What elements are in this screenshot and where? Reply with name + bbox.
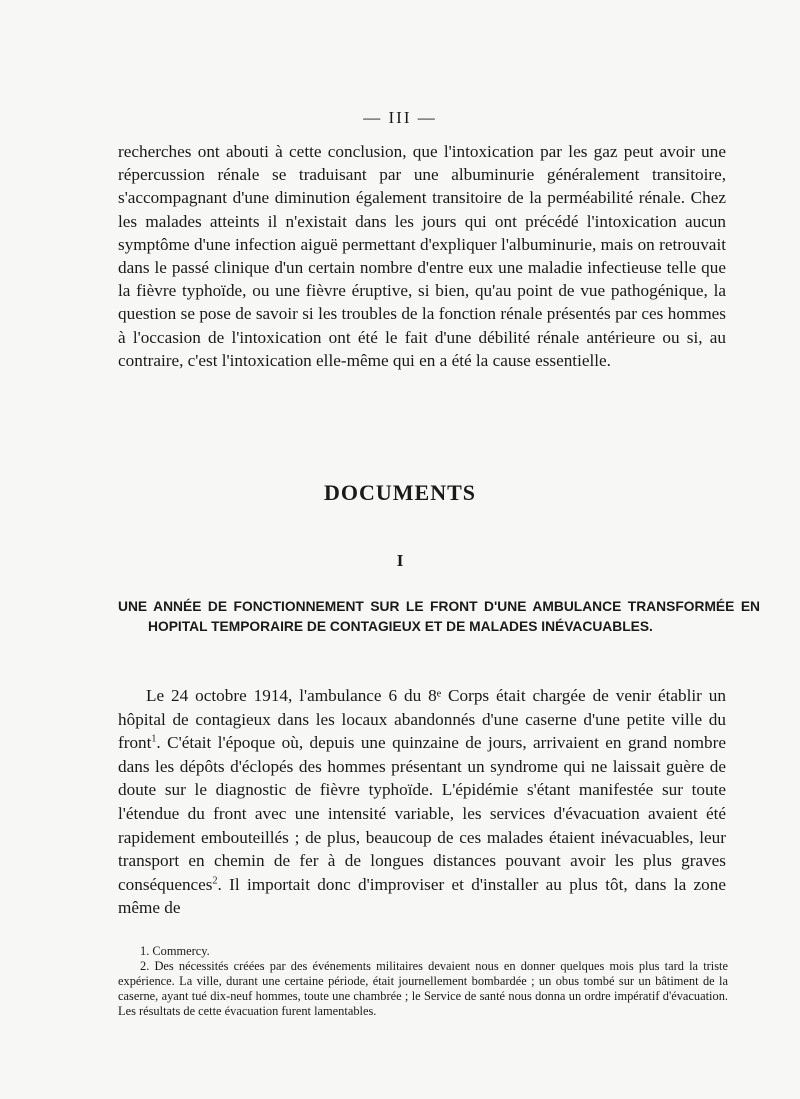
body-text-part2: . C'était l'époque où, depuis une quinzaine de jours, arrivaient en grand nombre dans les dépôts d'éclopés des hommes présentant un syndrome qui ne laissait guère de doute sur le diagnostic de fièvre typhoïde. L'épidémie s'étant manifestée sur toute l'étendue du front avec une intensité variable, les services d'évacuation avaient été rapidement embouteillés ; de plus, beaucoup de ces malades étaient inévacuables, leur transport en chemin de fer à de longues distances pouvant avoir les plus graves conséquences — [118, 733, 726, 894]
footnote-ref-2: 2 — [212, 875, 218, 887]
page-number: — III — — [363, 108, 437, 127]
footnote-1: 1. Commercy. — [140, 944, 210, 958]
section-number: I — [396, 551, 404, 570]
section-title: DOCUMENTS — [323, 480, 476, 505]
body-paragraph — [118, 684, 726, 920]
intro-paragraph: recherches ont abouti à cette conclusion, que l'intoxication par les gaz peut avoir une répercussion rénale se traduisant par une albuminurie généralement transitoire, s'accompagnant d'une diminution également transitoire de la perméabilité rénale. Chez les malades atteints il n'existait dans les jours qui ont précédé l'intoxication aucun symptôme d'une infection aiguë permettant d'expliquer l'albuminurie, mais on retrouvait dans le passé clinique d'un certain nombre d'entre eux une maladie infectieuse telle que la fièvre typhoïde, ou une fièvre éruptive, si bien, qu'au point de vue pathogénique, la question se pose de savoir si les troubles de la fonction rénale présentés par ces hommes à l'occasion de l'intoxication ont été le fait d'une débilité rénale antérieure ou si, au contraire, c'est l'intoxication elle-même qui en a été la cause essentielle. — [118, 142, 726, 370]
section-subtitle: UNE ANNÉE DE FONCTIONNEMENT SUR LE FRONT D'UNE AMBULANCE TRANSFORMÉE EN HOPITAL TEMPORAIRE DE CONTAGIEUX ET DE MALADES INÉVACUABLES. — [118, 599, 760, 634]
footnotes — [118, 944, 728, 1019]
body-text-part1: Le 24 octobre 1914, l'ambulance 6 du 8ᵉ Corps était chargée de venir établir un hôpital de contagieux dans les locaux abandonnés d'une caserne d'une petite ville du front — [118, 686, 726, 753]
footnote-2: 2. Des nécessités créées par des événements militaires devaient nous en donner quelques mois plus tard la triste expérience. La ville, durant une certaine période, était journellement bombardée ; un obus tombé sur un bâtiment de la caserne, ayant tué dix-neuf hommes, toute une chambrée ; le Service de santé nous donna un ordre impératif d'évacuation. Les résultats de cette évacuation furent lamentables. — [118, 959, 728, 1018]
body-text-part3: . Il importait donc d'improviser et d'installer au plus tôt, dans la zone même de — [118, 874, 726, 918]
footnote-ref-1: 1 — [151, 733, 157, 745]
